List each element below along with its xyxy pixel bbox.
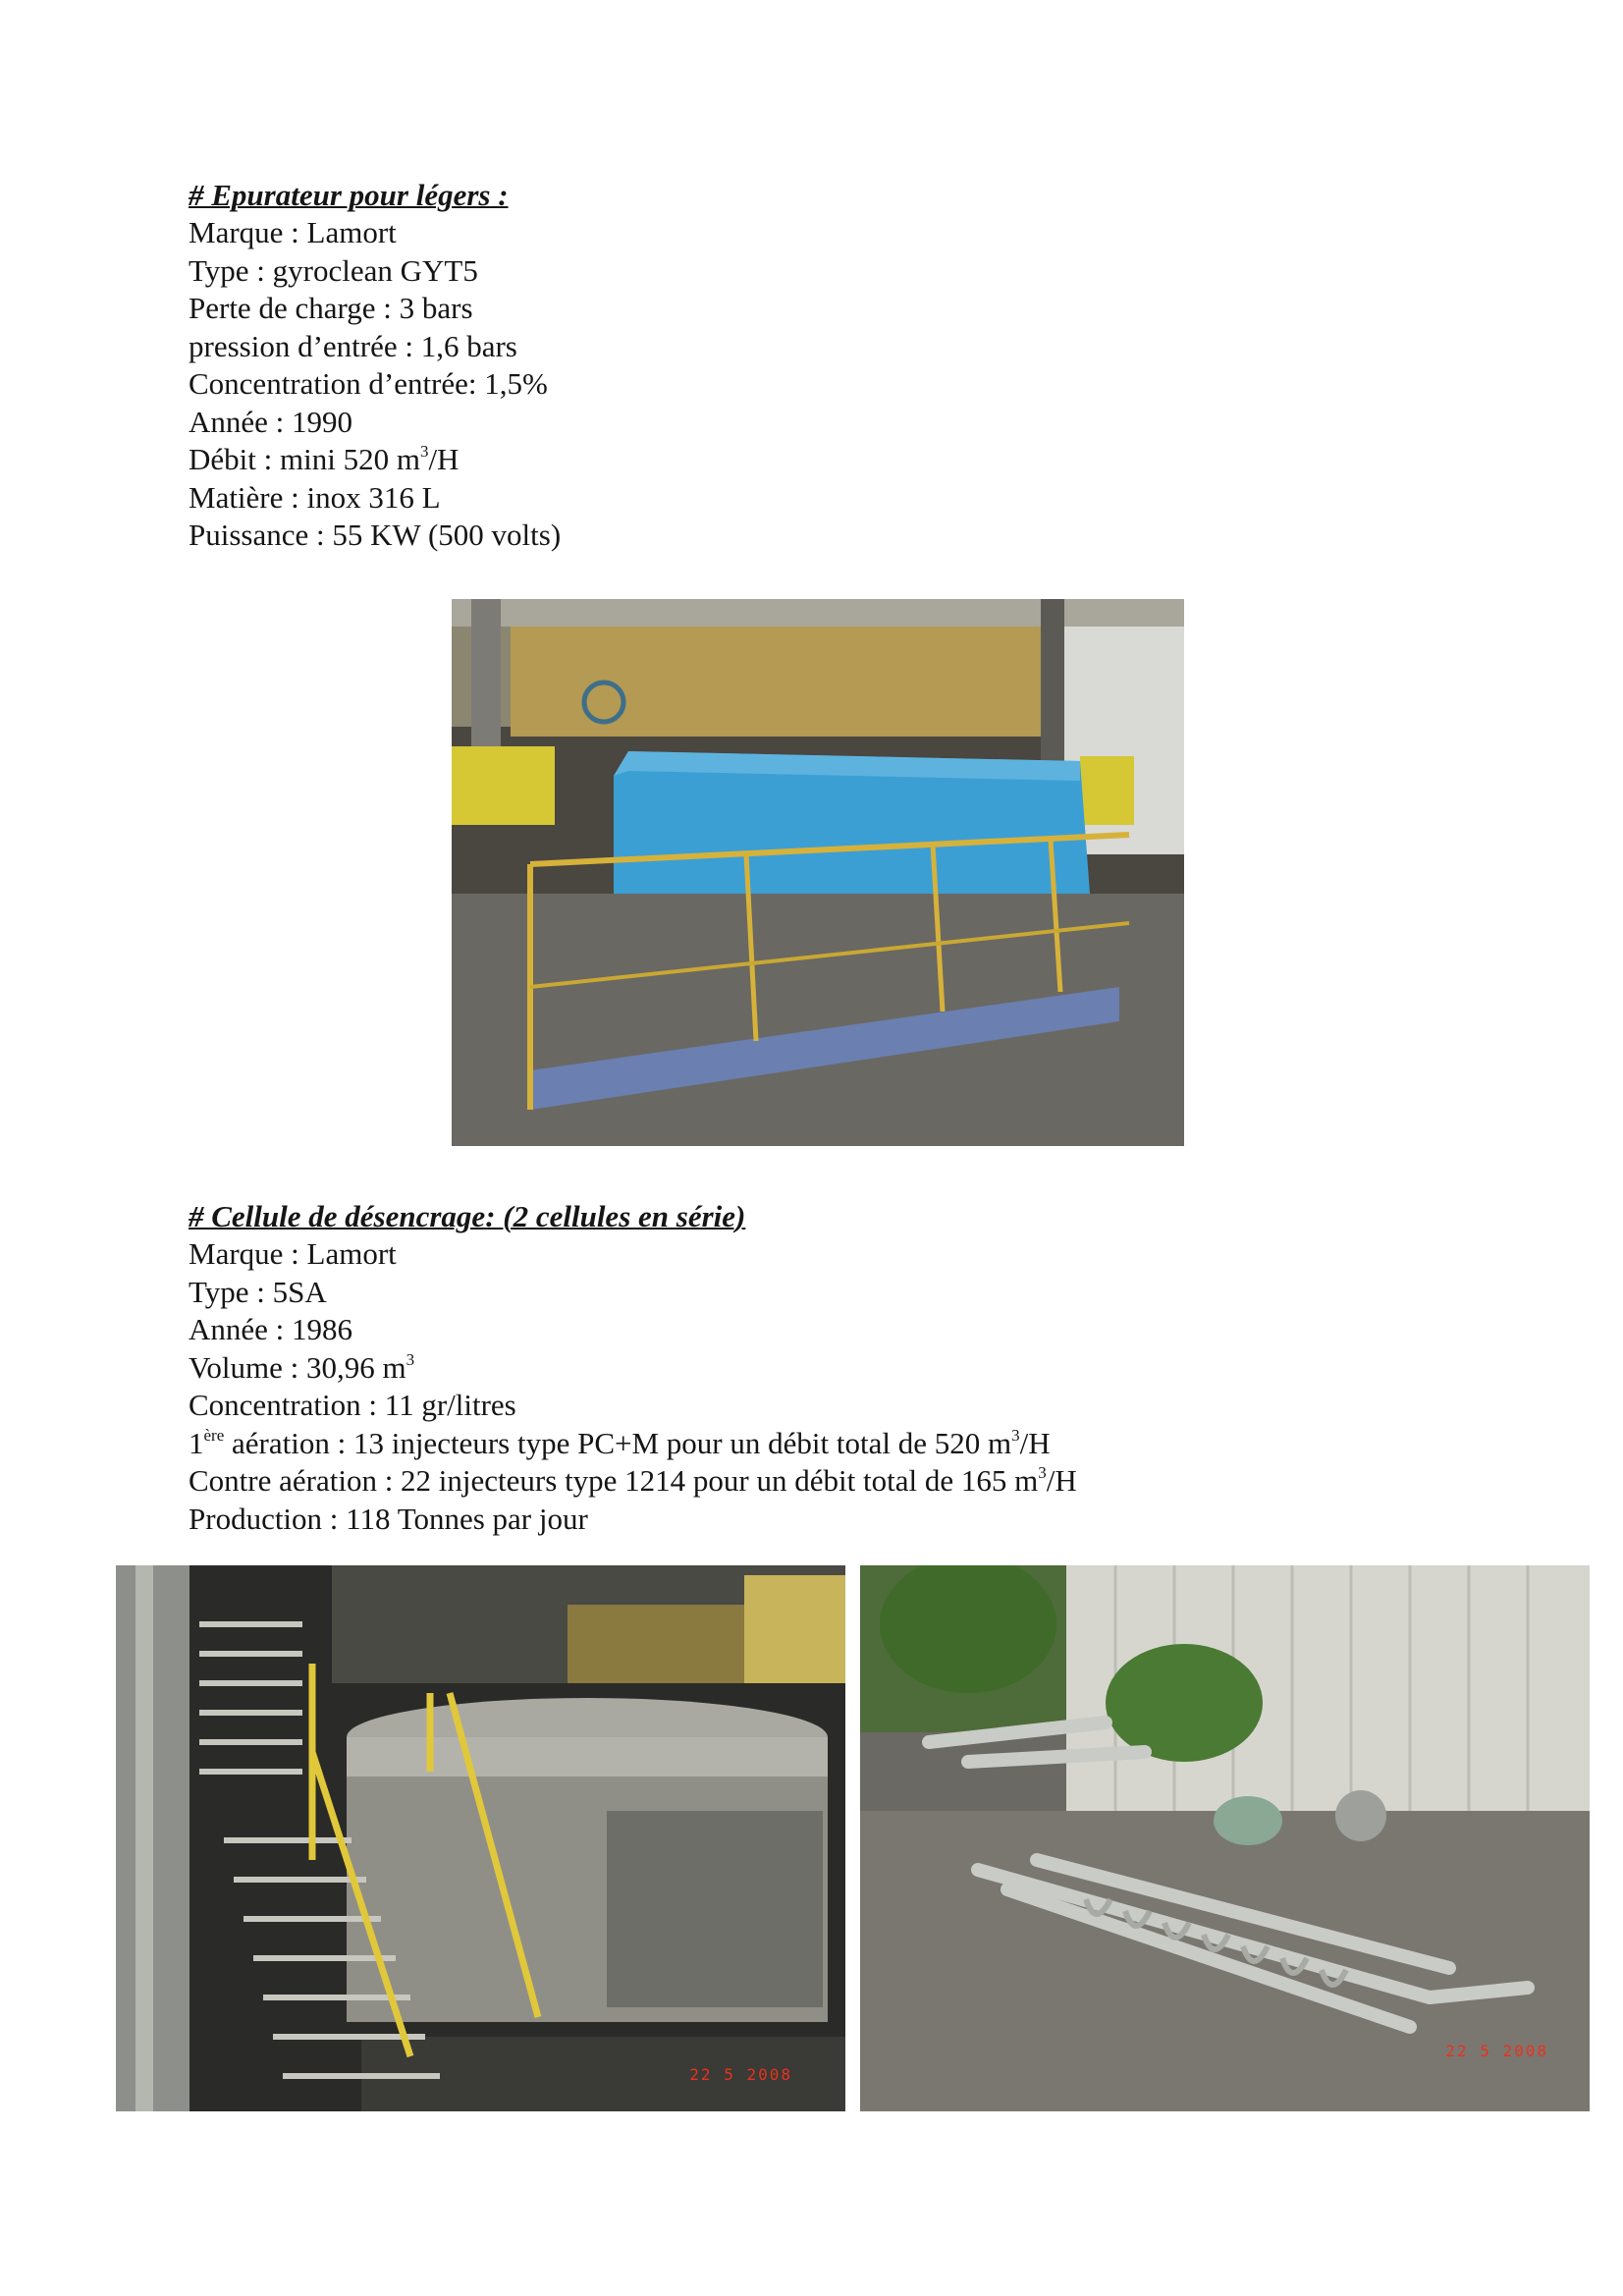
debit-unit: /H <box>428 442 460 476</box>
spec-line: Perte de charge : 3 bars <box>189 291 473 325</box>
spec-line: Concentration : 11 gr/litres <box>189 1388 516 1422</box>
spec-line: Année : 1990 <box>189 404 353 439</box>
photo-injecteurs <box>860 1565 1590 2111</box>
aeration-ordinal: ère <box>203 1425 225 1445</box>
photo-epurateur-machine <box>452 599 1184 1146</box>
spec-line-contre-aeration <box>189 1462 1077 1501</box>
section-title: # Epurateur pour légers : <box>189 178 509 212</box>
spec-line: pression d’entrée : 1,6 bars <box>189 328 517 363</box>
spec-line: Type : gyroclean GYT5 <box>189 252 478 288</box>
photo-date-stamp: 22 5 2008 <box>689 2065 792 2084</box>
spec-line: Année : 1986 <box>189 1312 353 1346</box>
contre-unit: /H <box>1046 1463 1077 1498</box>
spec-line: Type : 5SA <box>189 1274 327 1309</box>
volume-text: Volume : 30,96 m <box>189 1349 406 1385</box>
contre-text: Contre aération : 22 injecteurs type 1214 pour un débit total de 165 m <box>189 1463 1039 1498</box>
section-cellule-desencrage <box>189 1198 1077 1538</box>
volume-exponent: 3 <box>406 1349 415 1369</box>
spec-line-aeration <box>189 1425 1077 1463</box>
aeration-number: 1 <box>189 1425 204 1460</box>
debit-text: Débit : mini 520 m <box>189 442 420 476</box>
spec-line: Production : 118 Tonnes par jour <box>189 1501 588 1536</box>
spec-line: Marque : Lamort <box>189 1236 397 1271</box>
debit-exponent: 3 <box>419 442 429 461</box>
spec-line: Matière : inox 316 L <box>189 479 441 515</box>
spec-line: Marque : Lamort <box>189 215 397 249</box>
spec-line-volume <box>189 1349 1077 1388</box>
contre-exponent: 3 <box>1038 1463 1047 1482</box>
aeration-exponent: 3 <box>1011 1425 1020 1445</box>
aeration-text: aération : 13 injecteurs type PC+M pour un débit total de 520 m <box>224 1425 1012 1460</box>
section-epurateur <box>189 177 561 555</box>
spec-line: Puissance : 55 KW (500 volts) <box>189 518 562 552</box>
photo-date-stamp: 22 5 2008 <box>1445 2042 1548 2060</box>
section-title: # Cellule de désencrage: (2 cellules en série) <box>189 1199 746 1233</box>
aeration-unit: /H <box>1019 1425 1051 1460</box>
spec-line: Concentration d’entrée: 1,5% <box>189 366 548 401</box>
photo-cellule-escalier <box>116 1565 845 2111</box>
spec-line-debit <box>189 441 561 479</box>
